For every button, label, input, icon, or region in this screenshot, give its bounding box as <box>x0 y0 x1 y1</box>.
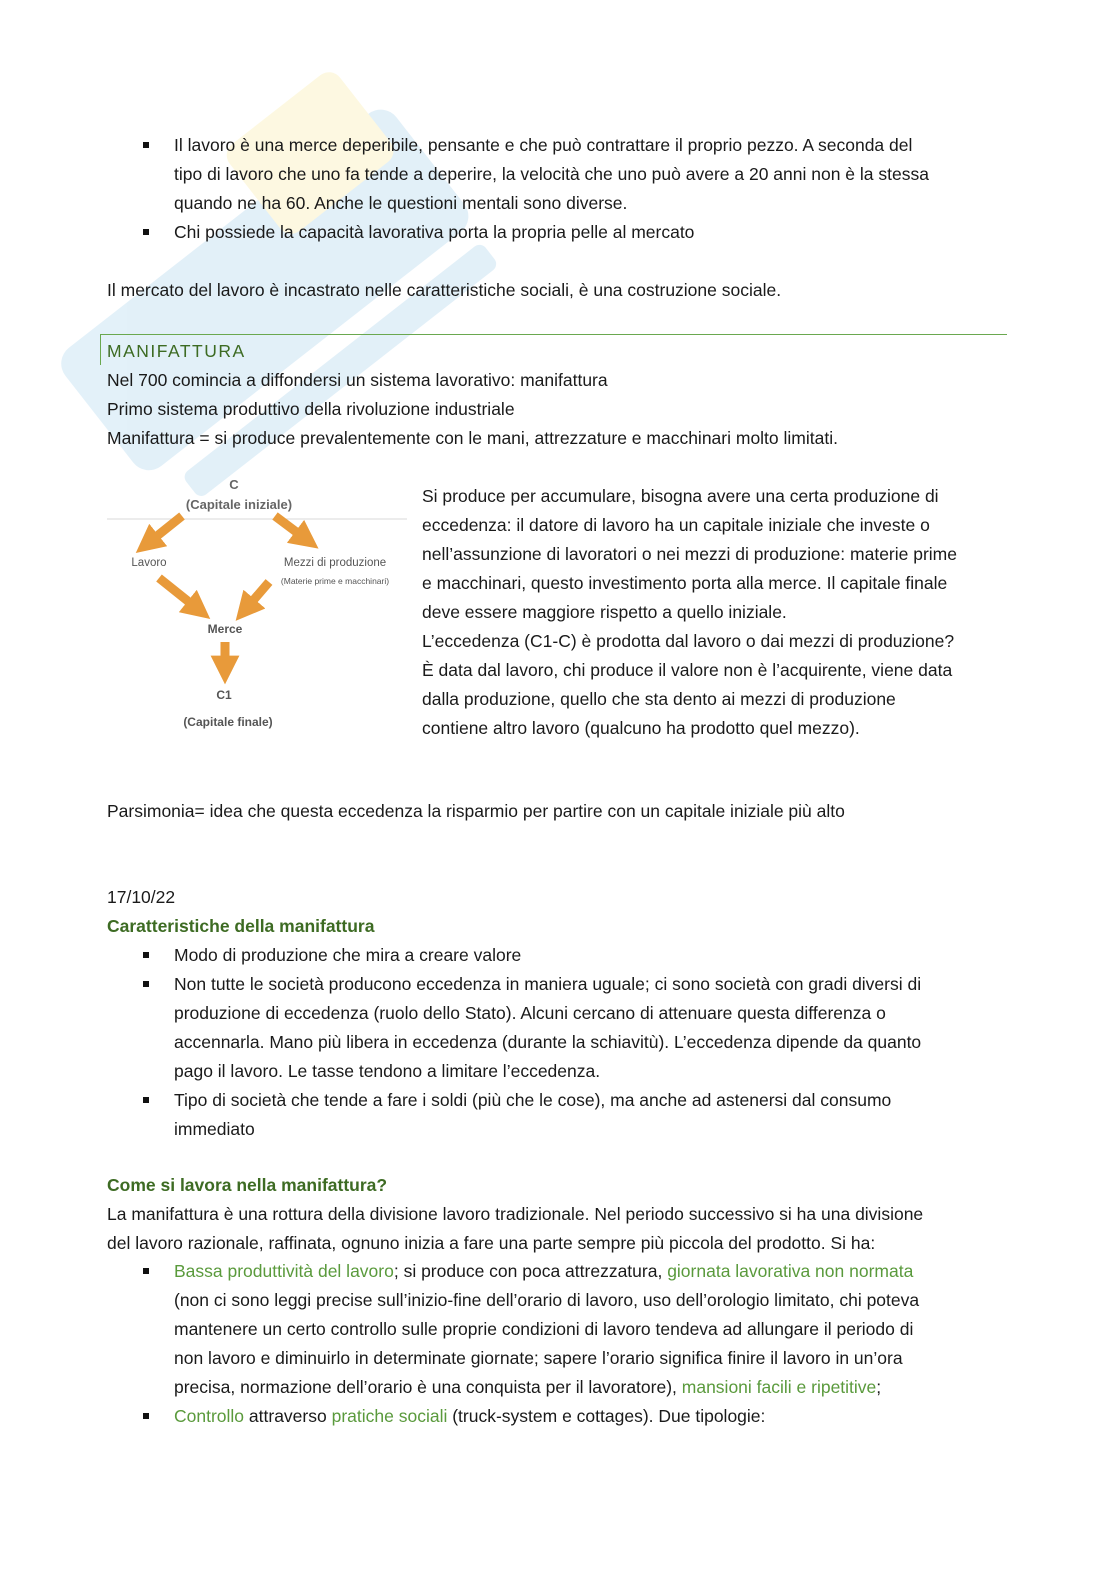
arrow-to-mezzi-icon <box>275 516 307 540</box>
list-item: Tipo di società che tende a fare i soldi (più che le cose), ma anche ad astenersi dal consumo immediato <box>107 1086 1007 1144</box>
list-item: Controllo attraverso pratiche sociali (truck-system e cottages). Due tipologie: <box>107 1402 1007 1431</box>
caratteristiche-list <box>107 941 1007 1144</box>
highlight-term: giornata lavorativa non normata <box>667 1261 914 1281</box>
list-item: Bassa produttività del lavoro; si produce con poca attrezzatura, giornata lavorativa non normata (non ci sono leggi precise sull’inizio-fine dell’orario di lavoro, uso dell’orologio limitato, chi poteva mantenere un certo controllo sulle proprie condizioni di lavoro tendeva ad allungare il periodo di non lavoro e diminuirlo in determinate giornate; sapere l’orario significa finire il lavoro in un’ora precisa, normazione dell’orario è una conquista per il lavoratore), mansioni facili e ripetitive; <box>107 1257 1007 1402</box>
caratteristiche-heading: Caratteristiche della manifattura <box>107 916 375 936</box>
diagram-bottom-label: C1 <box>216 688 232 702</box>
diagram-explanation: Si produce per accumulare, bisogna avere una certa produzione di eccedenza: il datore di lavoro ha un capitale iniziale che investe o nell’assunzione di lavoratori o nei mezzi di produzione: materie prime e macchinari, questo investimento porta alla merce. Il capitale finale deve essere maggiore rispetto a quello iniziale. L’eccedenza (C1-C) è prodotta dal lavoro o dai mezzi di produzione? È data dal lavoro, chi produce il valore non è l’acquirente, viene data dalla produzione, quello che sta dento ai mezzi di produzione contiene altro lavoro (qualcuno ha prodotto quel mezzo). <box>422 486 957 738</box>
list-item: Chi possiede la capacità lavorativa porta la propria pelle al mercato <box>107 218 1007 247</box>
diagram-top-sub: (Capitale iniziale) <box>185 497 293 512</box>
diagram-right-sub: (Materie prime e macchinari) <box>280 576 390 586</box>
diagram-left-label: Lavoro <box>131 557 167 569</box>
come-list <box>107 1257 1007 1431</box>
list-item: Modo di produzione che mira a creare valore <box>107 941 1007 970</box>
diagram-mid-label: Merce <box>207 622 243 636</box>
top-bullet-list <box>107 131 1007 247</box>
intro-line: Nel 700 comincia a diffondersi un sistema lavorativo: manifattura <box>107 370 608 390</box>
intro-line: Manifattura = si produce prevalentemente con le mani, attrezzature e macchinari molto limitati. <box>107 428 838 448</box>
highlight-term: Controllo <box>174 1406 245 1426</box>
highlight-term: pratiche sociali <box>331 1406 448 1426</box>
arrow-to-lavoro-icon <box>147 516 182 544</box>
section-heading: MANIFATTURA <box>107 341 246 361</box>
diagram-bottom-sub: (Capitale finale) <box>183 715 273 729</box>
intro-line: Primo sistema produttivo della rivoluzione industriale <box>107 399 515 419</box>
mercato-paragraph: Il mercato del lavoro è incastrato nelle caratteristiche sociali, è una costruzione sociale. <box>107 280 782 300</box>
capital-flow-diagram <box>107 472 407 742</box>
date-label: 17/10/22 <box>107 887 176 907</box>
highlight-term: mansioni facili e ripetitive <box>681 1377 877 1397</box>
arrow-mezzi-merce-icon <box>245 582 269 610</box>
come-line: La manifattura è una rottura della divisione lavoro tradizionale. Nel periodo successivo si ha una divisione <box>107 1204 924 1224</box>
arrow-lavoro-merce-icon <box>159 578 199 610</box>
highlight-term: Bassa produttività del lavoro <box>174 1261 394 1281</box>
come-heading: Come si lavora nella manifattura? <box>107 1175 388 1195</box>
come-line: del lavoro razionale, raffinata, ognuno inizia a fare una parte sempre più piccola del prodotto. Si ha: <box>107 1233 876 1253</box>
diagram-top-label: C <box>229 477 239 492</box>
parsimonia-paragraph: Parsimonia= idea che questa eccedenza la risparmio per partire con un capitale iniziale più alto <box>107 801 845 821</box>
section-heading-box <box>100 334 1007 365</box>
list-item: Il lavoro è una merce deperibile, pensante e che può contrattare il proprio pezzo. A seconda del tipo di lavoro che uno fa tende a deperire, la velocità che uno può avere a 20 anni non è la stessa quando ne ha 60. Anche le questioni mentali sono diverse. <box>107 131 1007 218</box>
diagram-right-label: Mezzi di produzione <box>283 557 387 569</box>
list-item: Non tutte le società producono eccedenza in maniera uguale; ci sono società con gradi diversi di produzione di eccedenza (ruolo dello Stato). Alcuni cercano di attenuare questa differenza o accennarla. Mano più libera in eccedenza (durante la schiavitù). L’eccedenza dipende da quanto pago il lavoro. Le tasse tendono a limitare l’eccedenza. <box>107 970 1007 1086</box>
